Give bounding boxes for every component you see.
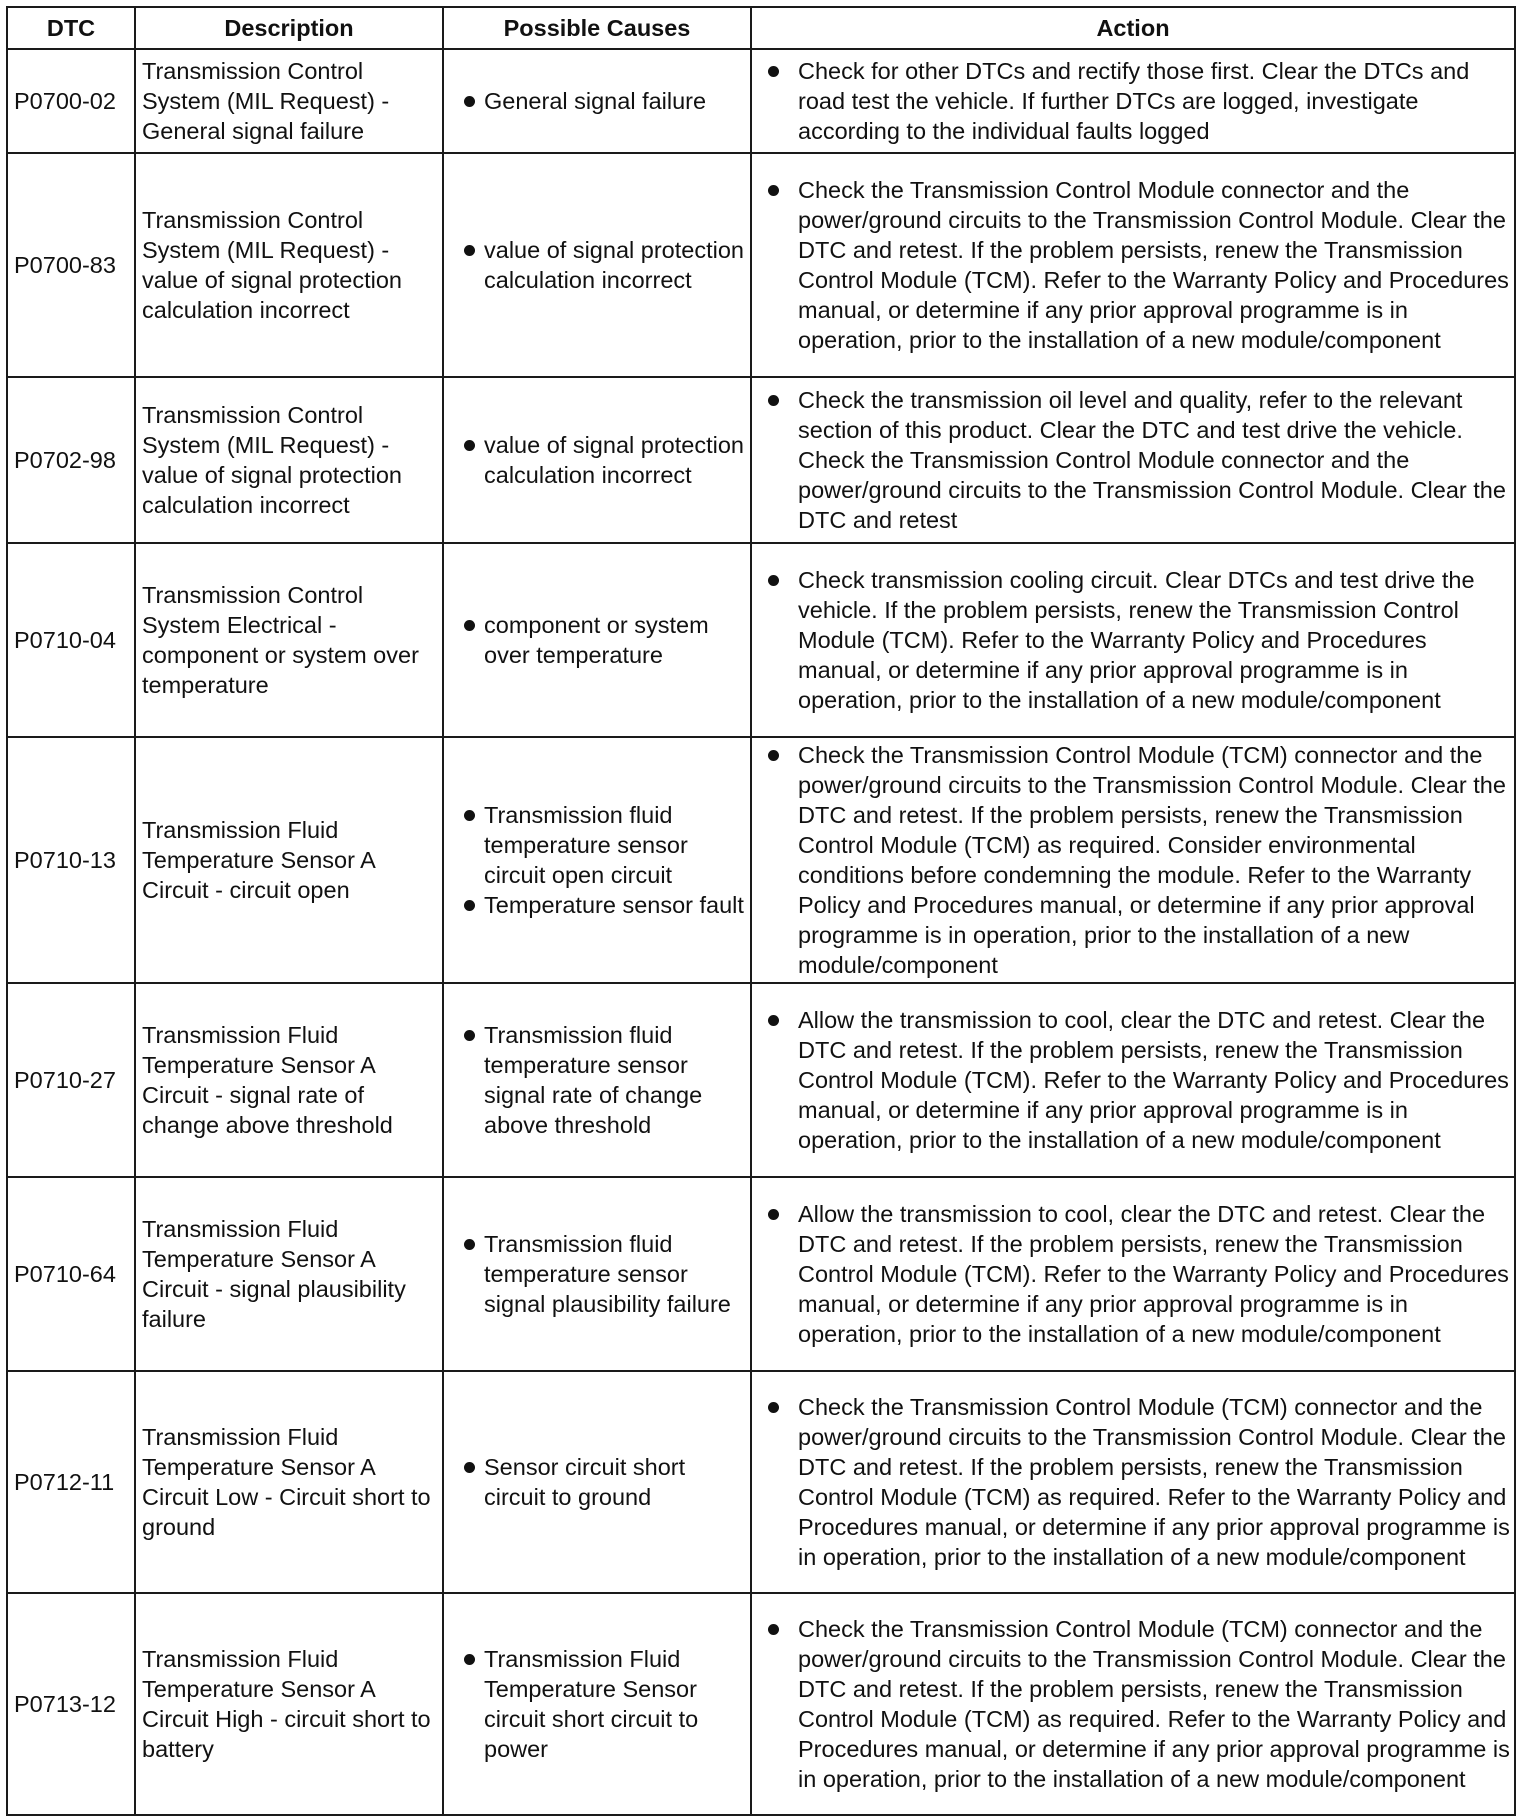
action-list (758, 1005, 1510, 1155)
possible-causes (443, 377, 751, 543)
header-row (7, 7, 1515, 49)
action (751, 737, 1515, 983)
action (751, 983, 1515, 1177)
dtc-description: Transmission Control System (MIL Request) - value of signal protection calculation incorrect (135, 153, 443, 377)
action-list (758, 1199, 1510, 1349)
possible-causes (443, 49, 751, 153)
cause-item: Sensor circuit short circuit to ground (450, 1452, 746, 1512)
dtc-description: Transmission Fluid Temperature Sensor A Circuit - signal plausibility failure (135, 1177, 443, 1371)
action-item: Check the Transmission Control Module (TCM) connector and the power/ground circuits to the Transmission Control Module. Clear the DTC and retest. If the problem persists, renew the Transmission Control Module (TCM) as required. Consider environmental conditions before condemning the module. Refer to the Warranty Policy and Procedures manual, or determine if any prior approval programme is in operation, prior to the installation of a new module/component (758, 740, 1510, 980)
dtc-description: Transmission Fluid Temperature Sensor A Circuit - signal rate of change above threshold (135, 983, 443, 1177)
action-item: Check transmission cooling circuit. Clear DTCs and test drive the vehicle. If the problem persists, renew the Transmission Control Module (TCM). Refer to the Warranty Policy and Procedures manual, or determine if any prior approval programme is in operation, prior to the installation of a new module/component (758, 565, 1510, 715)
table-row (7, 983, 1515, 1177)
possible-causes (443, 1593, 751, 1815)
header-dtc: DTC (7, 7, 135, 49)
possible-causes (443, 983, 751, 1177)
cause-item: Temperature sensor fault (450, 890, 746, 920)
table-row (7, 377, 1515, 543)
table-row (7, 1371, 1515, 1593)
action-item: Allow the transmission to cool, clear the DTC and retest. Clear the DTC and retest. If the problem persists, renew the Transmission Control Module (TCM). Refer to the Warranty Policy and Procedures manual, or determine if any prior approval programme is in operation, prior to the installation of a new module/component (758, 1199, 1510, 1349)
dtc-description: Transmission Fluid Temperature Sensor A Circuit Low - Circuit short to ground (135, 1371, 443, 1593)
causes-list (450, 1452, 746, 1512)
causes-list (450, 1644, 746, 1764)
dtc-code: P0710-04 (7, 543, 135, 737)
causes-list (450, 430, 746, 490)
action-item: Check the Transmission Control Module (TCM) connector and the power/ground circuits to the Transmission Control Module. Clear the DTC and retest. If the problem persists, renew the Transmission Control Module (TCM) as required. Refer to the Warranty Policy and Procedures manual, or determine if any prior approval programme is in operation, prior to the installation of a new module/component (758, 1614, 1510, 1794)
possible-causes (443, 153, 751, 377)
dtc-description: Transmission Fluid Temperature Sensor A Circuit - circuit open (135, 737, 443, 983)
cause-item: Transmission Fluid Temperature Sensor circuit short circuit to power (450, 1644, 746, 1764)
action-list (758, 175, 1510, 355)
dtc-code: P0713-12 (7, 1593, 135, 1815)
cause-item: Transmission fluid temperature sensor signal plausibility failure (450, 1229, 746, 1319)
causes-list (450, 235, 746, 295)
action-list (758, 1392, 1510, 1572)
action (751, 543, 1515, 737)
action (751, 1593, 1515, 1815)
dtc-code: P0702-98 (7, 377, 135, 543)
dtc-code: P0710-13 (7, 737, 135, 983)
table-row (7, 153, 1515, 377)
action-list (758, 385, 1510, 535)
causes-list (450, 86, 746, 116)
cause-item: Transmission fluid temperature sensor circuit open circuit (450, 800, 746, 890)
possible-causes (443, 543, 751, 737)
dtc-code: P0700-83 (7, 153, 135, 377)
dtc-description: Transmission Control System (MIL Request) - General signal failure (135, 49, 443, 153)
causes-list (450, 610, 746, 670)
cause-item: component or system over temperature (450, 610, 746, 670)
action (751, 1177, 1515, 1371)
cause-item: Transmission fluid temperature sensor signal rate of change above threshold (450, 1020, 746, 1140)
header-possible-causes: Possible Causes (443, 7, 751, 49)
action-item: Check the transmission oil level and quality, refer to the relevant section of this product. Clear the DTC and test drive the vehicle. Check the Transmission Control Module connector and the power/ground circuits to the Transmission Control Module. Clear the DTC and retest (758, 385, 1510, 535)
action-list (758, 565, 1510, 715)
possible-causes (443, 1371, 751, 1593)
dtc-description: Transmission Control System Electrical - component or system over temperature (135, 543, 443, 737)
table-row (7, 543, 1515, 737)
cause-item: value of signal protection calculation incorrect (450, 430, 746, 490)
causes-list (450, 800, 746, 920)
table-row (7, 1593, 1515, 1815)
header-description: Description (135, 7, 443, 49)
dtc-code: P0700-02 (7, 49, 135, 153)
dtc-code: P0710-64 (7, 1177, 135, 1371)
table-row (7, 49, 1515, 153)
causes-list (450, 1020, 746, 1140)
table-body (7, 49, 1515, 1815)
action-list (758, 740, 1510, 980)
dtc-description: Transmission Fluid Temperature Sensor A Circuit High - circuit short to battery (135, 1593, 443, 1815)
action-item: Allow the transmission to cool, clear the DTC and retest. Clear the DTC and retest. If the problem persists, renew the Transmission Control Module (TCM). Refer to the Warranty Policy and Procedures manual, or determine if any prior approval programme is in operation, prior to the installation of a new module/component (758, 1005, 1510, 1155)
possible-causes (443, 737, 751, 983)
causes-list (450, 1229, 746, 1319)
action-item: Check for other DTCs and rectify those first. Clear the DTCs and road test the vehicle. If further DTCs are logged, investigate according to the individual faults logged (758, 56, 1510, 146)
action (751, 49, 1515, 153)
cause-item: General signal failure (450, 86, 746, 116)
possible-causes (443, 1177, 751, 1371)
action-list (758, 1614, 1510, 1794)
action (751, 377, 1515, 543)
action-item: Check the Transmission Control Module (TCM) connector and the power/ground circuits to the Transmission Control Module. Clear the DTC and retest. If the problem persists, renew the Transmission Control Module (TCM) as required. Refer to the Warranty Policy and Procedures manual, or determine if any prior approval programme is in operation, prior to the installation of a new module/component (758, 1392, 1510, 1572)
cause-item: value of signal protection calculation incorrect (450, 235, 746, 295)
dtc-code: P0710-27 (7, 983, 135, 1177)
action (751, 153, 1515, 377)
header-action: Action (751, 7, 1515, 49)
dtc-description: Transmission Control System (MIL Request) - value of signal protection calculation incorrect (135, 377, 443, 543)
dtc-table (6, 6, 1516, 1816)
dtc-code: P0712-11 (7, 1371, 135, 1593)
action-list (758, 56, 1510, 146)
table-row (7, 737, 1515, 983)
action (751, 1371, 1515, 1593)
action-item: Check the Transmission Control Module connector and the power/ground circuits to the Transmission Control Module. Clear the DTC and retest. If the problem persists, renew the Transmission Control Module (TCM). Refer to the Warranty Policy and Procedures manual, or determine if any prior approval programme is in operation, prior to the installation of a new module/component (758, 175, 1510, 355)
table-row (7, 1177, 1515, 1371)
